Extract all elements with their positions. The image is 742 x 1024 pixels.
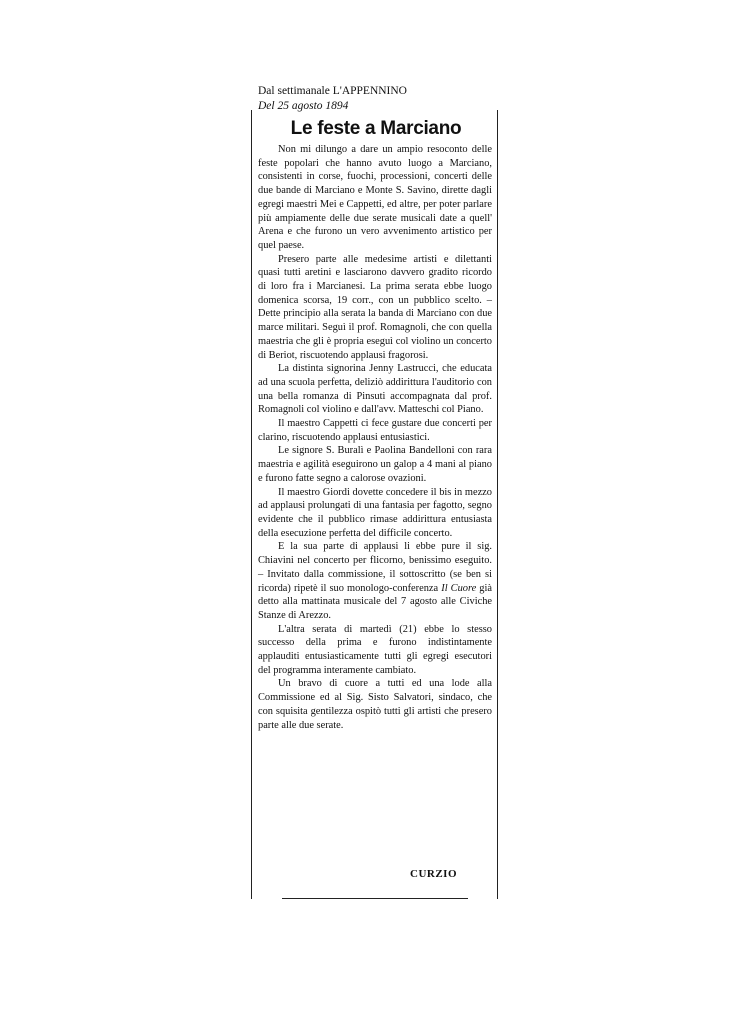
paragraph-8: L'altra serata di martedì (21) ebbe lo stesso successo della prima e furono indistintamente applauditi entusiasticamente tutti gli egregi esecutori del programma interamente cambiato.: [258, 623, 492, 676]
paragraph-2: Presero parte alle medesime artisti e dilettanti quasi tutti aretini e lasciarono davvero gradito ricordo di loro fra i Marcianesi. La prima serata ebbe luogo domenica scorsa, 19 corr., con un pubblico scelto. – Dette principio alla serata la banda di Marciano con due marce militari. Seguì il prof. Romagnoli, che con quella maestria che gli è propria eseguì col violino un concerto di Beriot, riscuotendo applausi fragorosi.: [258, 253, 492, 361]
paragraph-7-start: E la sua parte di applausi li ebbe pure il sig. Chiavini nel concerto per flicorno, benissimo eseguito. – Invitato dalla commissione, il sottoscritto (se ben si ricorda) ripetè il suo monologo-conferenza: [258, 541, 492, 594]
source-note: [258, 84, 498, 114]
article-headline: Le feste a Marciano: [290, 118, 462, 139]
article-body: [258, 143, 492, 732]
author-signature: CURZIO: [410, 868, 458, 880]
paragraph-7: [258, 540, 492, 622]
paragraph-4: Il maestro Cappetti ci fece gustare due concerti per clarino, riscuotendo applausi entusiastici.: [258, 418, 492, 443]
column-rule-right: [497, 110, 498, 899]
paragraph-9: Un bravo di cuore a tutti ed una lode alla Commissione ed al Sig. Sisto Salvatori, sindaco, che con squisita gentilezza ospitò tutti gli artisti che presero parte alle due serate.: [258, 678, 492, 731]
paragraph-5: Le signore S. Buralì e Paolina Bandelloni con rara maestria e agilità eseguirono un galop a 4 mani al piano e furono fatte segno a calorose ovazioni.: [258, 445, 492, 484]
source-date: Del 25 agosto 1894: [258, 100, 349, 112]
bottom-rule: [282, 898, 468, 899]
paragraph-6: Il maestro Giordi dovette concedere il bis in mezzo ad applausi prolungati di una fantasia per fagotto, segno evidente che il pubblico rimase addirittura entusiasta della esecuzione perfetta del difficile concerto.: [258, 486, 492, 539]
source-publication: Dal settimanale L'APPENNINO: [258, 85, 407, 97]
paragraph-7-end: già detto alla mattinata musicale del 7 agosto alle Civiche Stanze di Arezzo.: [258, 582, 492, 621]
work-title: Il Cuore: [441, 582, 477, 594]
column-rule-left: [251, 110, 252, 899]
paragraph-1: Non mi dilungo a dare un ampio resoconto delle feste popolari che hanno avuto luogo a Marciano, consistenti in corse, fuochi, processioni, concerti delle due bande di Marciano e Monte S. Savino, dirette dagli egregi maestri Mei e Cappetti, ed altre, per poter parlare più ampiamente delle due serate musicali date a quell' Arena e che furono un vero avvenimento artistico per quel paese.: [258, 144, 492, 251]
paragraph-3: La distinta signorina Jenny Lastrucci, che educata ad una scuola perfetta, deliziò addirittura l'auditorio con una bella romanza di Pinsuti accompagnata dal prof. Romagnoli col violino e dall'avv. Matteschi col Piano.: [258, 363, 492, 416]
